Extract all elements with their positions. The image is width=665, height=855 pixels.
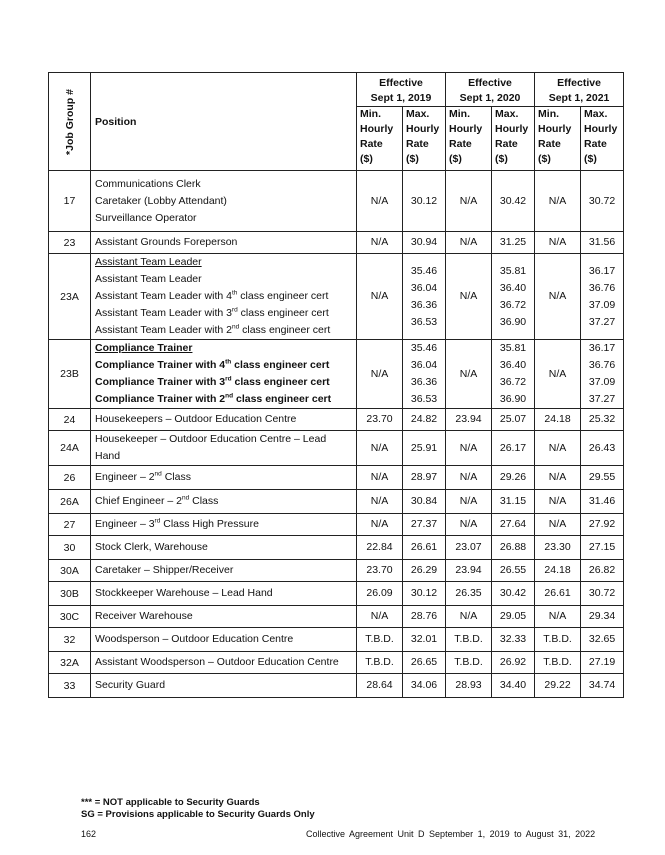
max-rate-cell: 26.82	[581, 560, 624, 582]
min-rate-cell: 24.18	[535, 409, 581, 431]
position-line: Compliance Trainer with 2nd class engineer cert	[95, 392, 332, 405]
min-rate-cell: T.B.D.	[446, 628, 492, 652]
min-rate-cell: N/A	[535, 490, 581, 514]
min-rate-cell: N/A	[357, 431, 403, 466]
job-group-cell: 17	[49, 171, 91, 232]
max-rate-cell: 27.15	[581, 536, 624, 560]
table-row	[49, 490, 624, 514]
min-rate-cell: N/A	[446, 606, 492, 628]
position-cell	[91, 652, 357, 674]
min-rate-cell: 26.35	[446, 582, 492, 606]
position-line: Engineer – 2nd Class	[95, 470, 191, 483]
max-rate-cell: 30.42	[492, 582, 535, 606]
max-rate-cell: 27.19	[581, 652, 624, 674]
max-rate-cell: 32.33	[492, 628, 535, 652]
table-row	[49, 171, 624, 232]
max-rate-cell: 29.26	[492, 466, 535, 490]
max-rate-cell: 31.25	[492, 232, 535, 254]
max-rate-cell: 29.34	[581, 606, 624, 628]
table-row	[49, 254, 624, 340]
min-rate-cell: T.B.D.	[357, 628, 403, 652]
max-rate-cell: 35.81 36.40 36.72 36.90	[492, 340, 535, 409]
period-header-2019: Effective Sept 1, 2019	[357, 73, 446, 107]
position-cell	[91, 628, 357, 652]
page-number: 162	[81, 829, 97, 839]
min-rate-header: Min. Hourly Rate ($)	[535, 107, 581, 171]
table-row	[49, 514, 624, 536]
position-cell	[91, 232, 357, 254]
max-rate-cell: 34.06	[403, 674, 446, 698]
period-header-2021: Effective Sept 1, 2021	[535, 73, 624, 107]
min-rate-cell: N/A	[535, 232, 581, 254]
table-body	[49, 171, 624, 698]
min-rate-cell: N/A	[535, 340, 581, 409]
table-row	[49, 232, 624, 254]
min-rate-cell: 23.70	[357, 560, 403, 582]
job-group-cell: 30C	[49, 606, 91, 628]
max-rate-cell: 30.72	[581, 171, 624, 232]
footnotes	[81, 797, 315, 821]
max-rate-cell: 25.07	[492, 409, 535, 431]
job-group-cell: 30	[49, 536, 91, 560]
max-rate-cell: 27.37	[403, 514, 446, 536]
min-rate-cell: 23.94	[446, 560, 492, 582]
min-rate-cell: 23.70	[357, 409, 403, 431]
min-rate-cell: N/A	[357, 171, 403, 232]
position-line: Assistant Team Leader with 2nd class engineer cert	[95, 323, 331, 336]
position-line: Housekeeper – Outdoor Education Centre – Lead	[95, 433, 327, 445]
min-rate-cell: 23.07	[446, 536, 492, 560]
min-rate-cell: N/A	[535, 514, 581, 536]
max-rate-cell: 27.64	[492, 514, 535, 536]
min-rate-header: Min. Hourly Rate ($)	[357, 107, 403, 171]
max-rate-cell: 26.17	[492, 431, 535, 466]
table-row	[49, 340, 624, 409]
max-rate-cell: 27.92	[581, 514, 624, 536]
min-rate-cell: N/A	[446, 340, 492, 409]
max-rate-cell: 26.43	[581, 431, 624, 466]
job-group-cell: 24	[49, 409, 91, 431]
min-rate-cell: N/A	[446, 232, 492, 254]
max-rate-cell: 26.61	[403, 536, 446, 560]
max-rate-cell: 29.05	[492, 606, 535, 628]
max-rate-cell: 32.01	[403, 628, 446, 652]
max-rate-cell: 26.65	[403, 652, 446, 674]
table-row	[49, 652, 624, 674]
job-group-cell: 32	[49, 628, 91, 652]
min-rate-cell: 23.94	[446, 409, 492, 431]
position-line: Stockkeeper Warehouse – Lead Hand	[95, 587, 273, 599]
table-row	[49, 674, 624, 698]
job-group-header	[49, 73, 91, 171]
min-rate-cell: N/A	[357, 490, 403, 514]
position-cell	[91, 171, 357, 232]
max-rate-cell: 35.81 36.40 36.72 36.90	[492, 254, 535, 340]
position-line: Assistant Team Leader with 3rd class engineer cert	[95, 306, 329, 319]
max-rate-cell: 34.40	[492, 674, 535, 698]
max-rate-header: Max. Hourly Rate ($)	[492, 107, 535, 171]
wage-rate-table	[48, 72, 624, 698]
max-rate-cell: 26.29	[403, 560, 446, 582]
position-line: Hand	[95, 450, 121, 462]
position-cell	[91, 536, 357, 560]
position-cell	[91, 674, 357, 698]
max-rate-header: Max. Hourly Rate ($)	[403, 107, 446, 171]
job-group-cell: 23A	[49, 254, 91, 340]
min-rate-cell: N/A	[535, 431, 581, 466]
max-rate-cell: 34.74	[581, 674, 624, 698]
min-rate-cell: N/A	[357, 232, 403, 254]
table-row	[49, 606, 624, 628]
max-rate-cell: 25.32	[581, 409, 624, 431]
footnote-not-applicable: *** = NOT applicable to Security Guards	[81, 797, 260, 808]
job-group-cell: 23	[49, 232, 91, 254]
max-rate-cell: 36.17 36.76 37.09 37.27	[581, 254, 624, 340]
job-group-cell: 26	[49, 466, 91, 490]
min-rate-cell: 28.93	[446, 674, 492, 698]
table-row	[49, 560, 624, 582]
min-rate-cell: 22.84	[357, 536, 403, 560]
position-cell	[91, 560, 357, 582]
position-line: Assistant Team Leader	[95, 273, 202, 285]
max-rate-cell: 26.88	[492, 536, 535, 560]
position-line: Receiver Warehouse	[95, 610, 193, 622]
max-rate-header: Max. Hourly Rate ($)	[581, 107, 624, 171]
table-row	[49, 582, 624, 606]
position-cell	[91, 466, 357, 490]
position-cell	[91, 606, 357, 628]
position-cell	[91, 409, 357, 431]
max-rate-cell: 36.17 36.76 37.09 37.27	[581, 340, 624, 409]
min-rate-cell: N/A	[357, 606, 403, 628]
min-rate-cell: N/A	[357, 466, 403, 490]
position-cell	[91, 340, 357, 409]
max-rate-cell: 28.76	[403, 606, 446, 628]
min-rate-cell: 24.18	[535, 560, 581, 582]
position-line: Housekeepers – Outdoor Education Centre	[95, 413, 297, 425]
min-rate-cell: N/A	[446, 490, 492, 514]
min-rate-cell: N/A	[446, 171, 492, 232]
max-rate-cell: 30.84	[403, 490, 446, 514]
table-row	[49, 536, 624, 560]
min-rate-cell: N/A	[535, 606, 581, 628]
table-header	[49, 73, 624, 171]
min-rate-cell: N/A	[357, 254, 403, 340]
max-rate-cell: 35.46 36.04 36.36 36.53	[403, 254, 446, 340]
max-rate-cell: 31.15	[492, 490, 535, 514]
agreement-title: Collective Agreement Unit D September 1, 2019 to August 31, 2022	[306, 829, 596, 839]
min-rate-cell: N/A	[357, 514, 403, 536]
min-rate-cell: 29.22	[535, 674, 581, 698]
position-line: Assistant Team Leader with 4th class engineer cert	[95, 289, 329, 302]
position-cell	[91, 431, 357, 466]
min-rate-cell: 23.30	[535, 536, 581, 560]
job-group-cell: 30A	[49, 560, 91, 582]
max-rate-cell: 30.94	[403, 232, 446, 254]
position-line: Communications Clerk	[95, 177, 201, 190]
position-line: Surveillance Operator	[95, 211, 197, 224]
job-group-cell: 24A	[49, 431, 91, 466]
max-rate-cell: 30.42	[492, 171, 535, 232]
min-rate-cell: N/A	[357, 340, 403, 409]
table-row	[49, 409, 624, 431]
table-row	[49, 466, 624, 490]
min-rate-cell: N/A	[446, 514, 492, 536]
job-group-label: *Job Group #	[63, 88, 76, 155]
position-line: Assistant Team Leader	[95, 256, 202, 268]
table-row	[49, 431, 624, 466]
max-rate-cell: 30.12	[403, 171, 446, 232]
position-line: Compliance Trainer	[95, 342, 193, 354]
min-rate-cell: N/A	[535, 171, 581, 232]
max-rate-cell: 25.91	[403, 431, 446, 466]
max-rate-cell: 35.46 36.04 36.36 36.53	[403, 340, 446, 409]
max-rate-cell: 31.56	[581, 232, 624, 254]
max-rate-cell: 24.82	[403, 409, 446, 431]
min-rate-cell: T.B.D.	[357, 652, 403, 674]
position-line: Compliance Trainer with 3rd class engineer cert	[95, 375, 330, 388]
period-header-2020: Effective Sept 1, 2020	[446, 73, 535, 107]
max-rate-cell: 32.65	[581, 628, 624, 652]
min-rate-header: Min. Hourly Rate ($)	[446, 107, 492, 171]
position-line: Stock Clerk, Warehouse	[95, 541, 208, 553]
max-rate-cell: 29.55	[581, 466, 624, 490]
position-cell	[91, 490, 357, 514]
position-line: Caretaker (Lobby Attendant)	[95, 194, 227, 207]
min-rate-cell: T.B.D.	[535, 628, 581, 652]
table-row	[49, 628, 624, 652]
min-rate-cell: N/A	[446, 431, 492, 466]
max-rate-cell: 26.92	[492, 652, 535, 674]
max-rate-cell: 28.97	[403, 466, 446, 490]
job-group-cell: 23B	[49, 340, 91, 409]
max-rate-cell: 26.55	[492, 560, 535, 582]
position-cell	[91, 514, 357, 536]
min-rate-cell: T.B.D.	[446, 652, 492, 674]
job-group-cell: 33	[49, 674, 91, 698]
min-rate-cell: N/A	[446, 254, 492, 340]
max-rate-cell: 30.72	[581, 582, 624, 606]
position-line: Chief Engineer – 2nd Class	[95, 494, 219, 507]
job-group-cell: 27	[49, 514, 91, 536]
position-line: Woodsperson – Outdoor Education Centre	[95, 633, 294, 645]
position-cell	[91, 254, 357, 340]
min-rate-cell: 28.64	[357, 674, 403, 698]
max-rate-cell: 30.12	[403, 582, 446, 606]
min-rate-cell: N/A	[535, 254, 581, 340]
min-rate-cell: 26.09	[357, 582, 403, 606]
position-header: Position	[91, 73, 357, 171]
job-group-cell: 30B	[49, 582, 91, 606]
position-line: Compliance Trainer with 4th class engineer cert	[95, 358, 330, 371]
position-line: Engineer – 3rd Class High Pressure	[95, 517, 259, 530]
job-group-cell: 26A	[49, 490, 91, 514]
position-cell	[91, 582, 357, 606]
min-rate-cell: 26.61	[535, 582, 581, 606]
job-group-cell: 32A	[49, 652, 91, 674]
footnote-security-guards: SG = Provisions applicable to Security Guards Only	[81, 809, 315, 820]
position-line: Assistant Grounds Foreperson	[95, 236, 238, 248]
position-line: Assistant Woodsperson – Outdoor Education Centre	[95, 656, 339, 668]
position-line: Caretaker – Shipper/Receiver	[95, 564, 234, 576]
max-rate-cell: 31.46	[581, 490, 624, 514]
position-line: Security Guard	[95, 679, 166, 691]
min-rate-cell: N/A	[446, 466, 492, 490]
min-rate-cell: T.B.D.	[535, 652, 581, 674]
min-rate-cell: N/A	[535, 466, 581, 490]
